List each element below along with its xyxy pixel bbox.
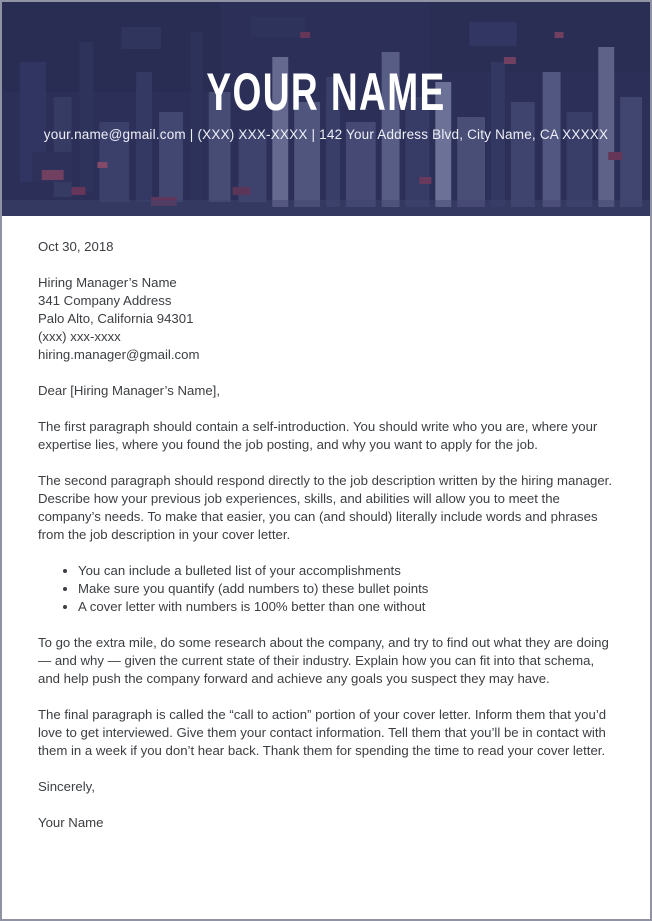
recipient-phone: (xxx) xxx-xxxx (38, 329, 121, 344)
recipient-address-line: 341 Company Address (38, 293, 172, 308)
paragraph-company-research: To go the extra mile, do some research about the company, and try to find out what they are doing — and why — given the current state of their industry. Explain how you can fit into that schema, and help push the company forward and achieve any goals you suspect they may have. (38, 635, 609, 686)
paragraph-job-description: The second paragraph should respond directly to the job description written by the hiring manager. Describe how your previous job experiences, skills, and abilities will allow you to meet the company’s needs. To make that easier, you can (and should) literally include words and phrases from the job description in your cover letter. (38, 473, 612, 542)
list-item: • You can include a bulleted list of your accomplishments (78, 562, 614, 580)
letter-header (2, 2, 650, 216)
closing: Sincerely, (38, 779, 95, 794)
applicant-contact-line: your.name@gmail.com | (XXX) XXX-XXXX | 142 Your Address Blvd, City Name, CA XXXXX (43, 127, 609, 142)
list-item: • Make sure you quantify (add numbers to) these bullet points (78, 580, 614, 598)
applicant-name: YOUR NAME (206, 63, 446, 122)
list-item: • A cover letter with numbers is 100% better than one without (78, 598, 614, 616)
recipient-name: Hiring Manager’s Name (38, 275, 177, 290)
recipient-email: hiring.manager@gmail.com (38, 347, 200, 362)
letter-date: Oct 30, 2018 (38, 239, 114, 254)
signature-name: Your Name (38, 815, 104, 830)
paragraph-introduction: The first paragraph should contain a self-introduction. You should write who you are, where your expertise lies, where you found the job posting, and why you want to apply for the job. (38, 419, 598, 452)
recipient-city-line: Palo Alto, California 94301 (38, 311, 194, 326)
header-text-overlay (2, 2, 650, 216)
letter-body (2, 216, 650, 832)
paragraph-call-to-action: The final paragraph is called the “call to action” portion of your cover letter. Inform them that you’d love to get interviewed. Give them your contact information. Tell them that you’ll be in contact with them in a week if you don’t hear back. Thank them for spending the time to read your cover letter. (38, 707, 607, 758)
salutation: Dear [Hiring Manager’s Name], (38, 383, 221, 398)
accomplishments-list (38, 562, 614, 616)
recipient-block (38, 274, 614, 364)
